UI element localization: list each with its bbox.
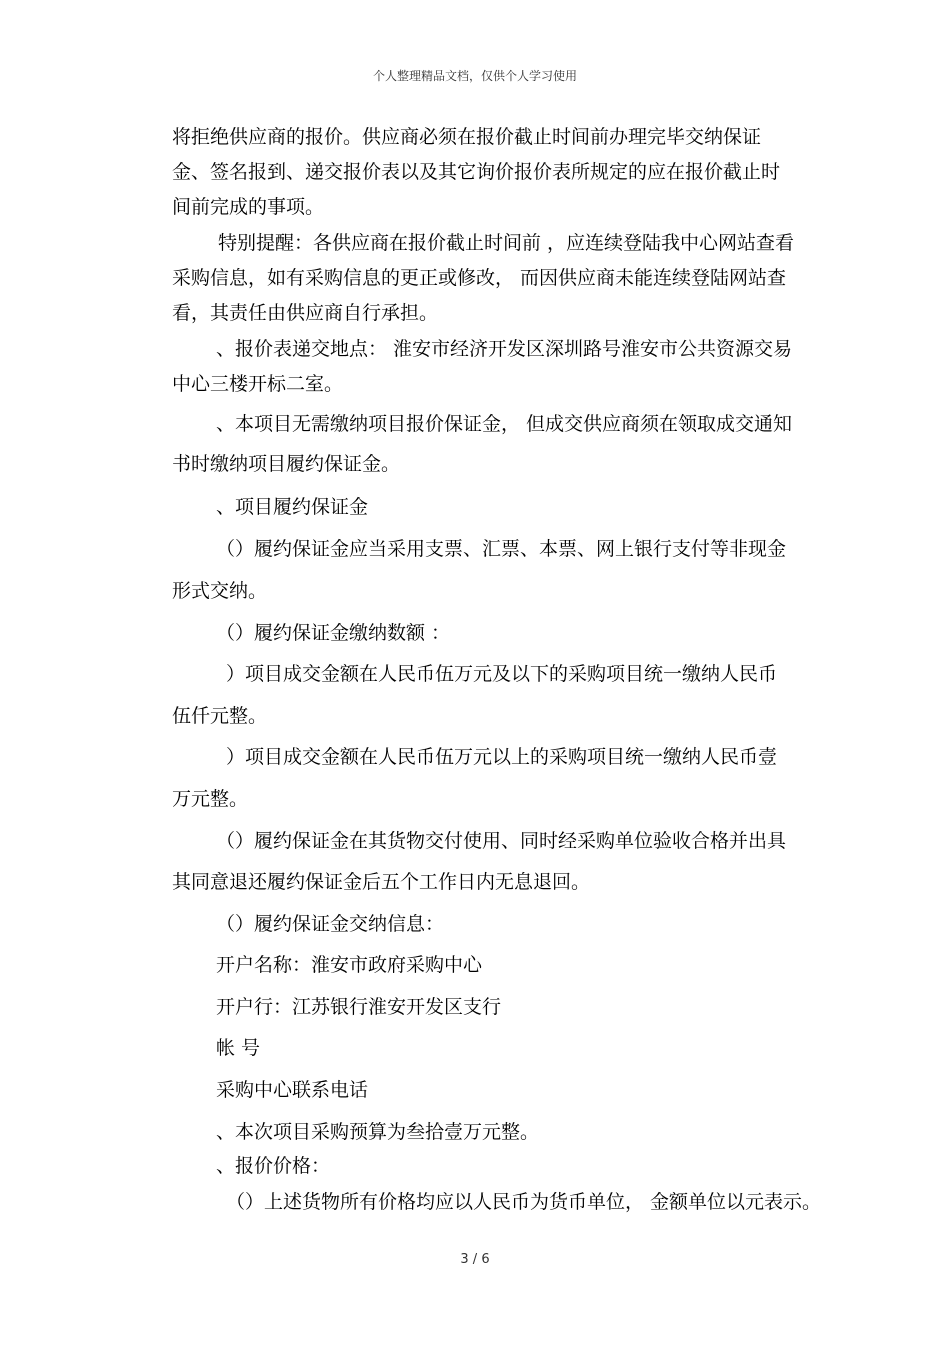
text-line: 、本项目无需缴纳项目报价保证金， 但成交供应商须在领取成交通知 — [216, 413, 793, 435]
text-line: 特别提醒：各供应商在报价截止时间前 ，应连续登陆我中心网站查看 — [218, 232, 795, 254]
text-line: 其同意退还履约保证金后五个工作日内无息退回。 — [172, 871, 591, 893]
text-line: 、报价表递交地点： 淮安市经济开发区深圳路号淮安市公共资源交易 — [216, 338, 793, 360]
text-line: 帐 号 — [216, 1037, 261, 1059]
text-line: 书时缴纳项目履约保证金。 — [172, 453, 401, 475]
text-line: 万元整。 — [172, 788, 249, 810]
text-line: 将拒绝供应商的报价。供应商必须在报价截止时间前办理完毕交纳保证 — [172, 126, 762, 148]
text-line: 、报价价格： — [216, 1155, 331, 1177]
text-line: 形式交纳。 — [172, 580, 268, 602]
text-line: 伍仟元整。 — [172, 705, 268, 727]
text-line: 间前完成的事项。 — [172, 196, 325, 218]
text-line: 看，其责任由供应商自行承担。 — [172, 302, 439, 324]
text-line: 采购中心联系电话 — [216, 1079, 369, 1101]
text-line: ）项目成交金额在人民币伍万元以上的采购项目统一缴纳人民币壹 — [226, 746, 778, 768]
text-line: （）履约保证金在其货物交付使用、同时经采购单位验收合格并出具 — [216, 830, 787, 852]
text-line: （）履约保证金交纳信息： — [216, 913, 445, 935]
page-number: 3 / 6 — [460, 1252, 490, 1267]
text-line: ）项目成交金额在人民币伍万元及以下的采购项目统一缴纳人民币 — [226, 663, 778, 685]
text-line: 金、签名报到、递交报价表以及其它询价报价表所规定的应在报价截止时 — [172, 161, 781, 183]
text-line: 采购信息，如有采购信息的更正或修改， 而因供应商未能连续登陆网站查 — [172, 267, 787, 289]
text-line: （）上述货物所有价格均应以人民币为货币单位， 金额单位以元表示。 — [226, 1191, 822, 1213]
text-line: 中心三楼开标二室。 — [172, 373, 344, 395]
text-line: （）履约保证金应当采用支票、汇票、本票、网上银行支付等非现金 — [216, 538, 787, 560]
text-line: 开户名称：淮安市政府采购中心 — [216, 954, 483, 976]
page-header: 个人整理精品文档，仅供个人学习使用 — [372, 69, 577, 83]
text-line: 开户行：江苏银行淮安开发区支行 — [216, 996, 502, 1018]
text-line: 、项目履约保证金 — [216, 496, 369, 518]
text-line: 、本次项目采购预算为叁拾壹万元整。 — [216, 1121, 540, 1143]
text-line: （）履约保证金缴纳数额 ： — [216, 622, 451, 644]
